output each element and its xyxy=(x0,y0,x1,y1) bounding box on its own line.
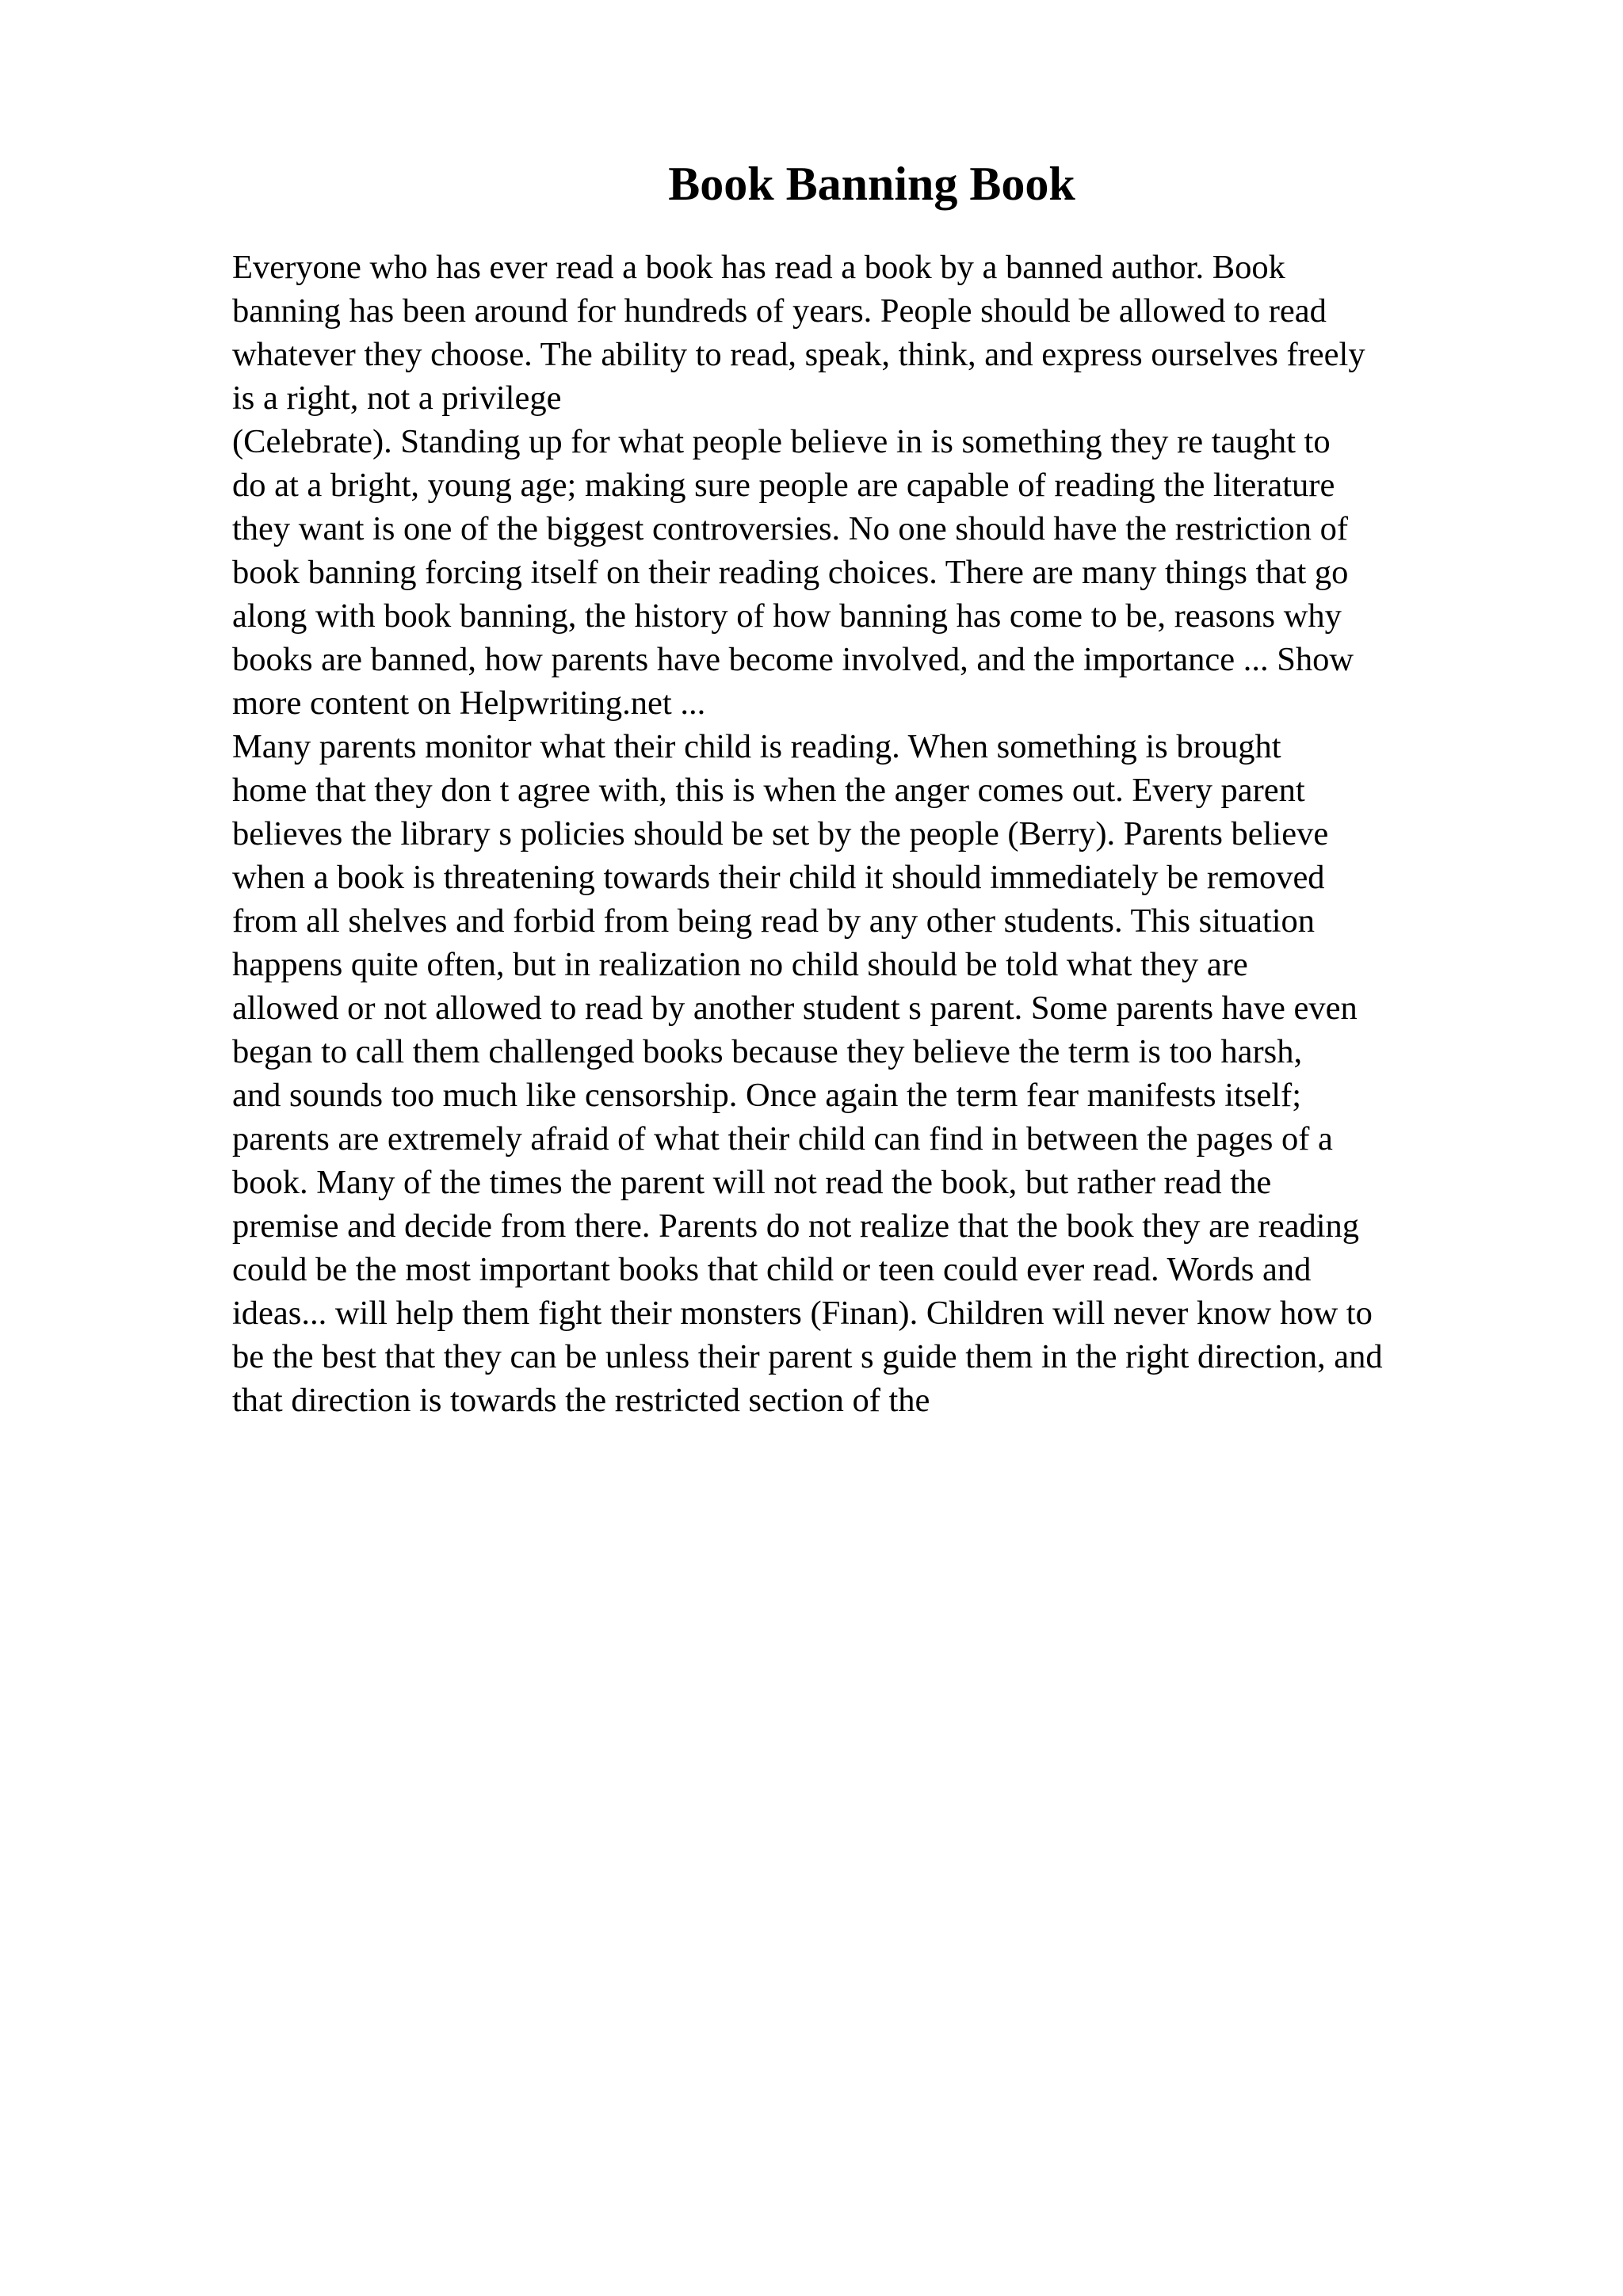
body-line: ideas... will help them fight their monsters (Finan). Children will never know how to xyxy=(232,1295,1373,1332)
body-line: more content on Helpwriting.net ... xyxy=(232,685,706,722)
body-line: they want is one of the biggest controversies. No one should have the restriction of xyxy=(232,510,1349,547)
body-line: (Celebrate). Standing up for what people believe in is something they re taught to xyxy=(232,423,1331,460)
body-line: home that they don t agree with, this is when the anger comes out. Every parent xyxy=(232,772,1305,809)
body-line: premise and decide from there. Parents do not realize that the book they are reading xyxy=(232,1207,1360,1245)
body-line: happens quite often, but in realization no child should be told what they are xyxy=(232,946,1248,983)
body-line: along with book banning, the history of how banning has come to be, reasons why xyxy=(232,597,1342,635)
body-line: allowed or not allowed to read by another student s parent. Some parents have even xyxy=(232,990,1358,1027)
body-line: believes the library s policies should be set by the people (Berry). Parents believe xyxy=(232,815,1329,852)
body-line: do at a bright, young age; making sure people are capable of reading the literature xyxy=(232,467,1335,504)
document-title: Book Banning Book xyxy=(668,158,1075,210)
body-line: that direction is towards the restricted section of the xyxy=(232,1382,930,1419)
body-line: Many parents monitor what their child is reading. When something is brought xyxy=(232,728,1281,765)
document-body xyxy=(232,246,1611,1422)
body-line: book. Many of the times the parent will not read the book, but rather read the xyxy=(232,1164,1272,1201)
body-line: and sounds too much like censorship. Once again the term fear manifests itself; xyxy=(232,1077,1302,1114)
body-line: is a right, not a privilege xyxy=(232,379,562,417)
body-line: when a book is threatening towards their child it should immediately be removed xyxy=(232,859,1325,896)
body-line: banning has been around for hundreds of years. People should be allowed to read xyxy=(232,292,1327,330)
body-line: be the best that they can be unless their parent s guide them in the right direction, and xyxy=(232,1338,1383,1375)
body-line: from all shelves and forbid from being read by any other students. This situation xyxy=(232,902,1316,940)
body-line: books are banned, how parents have become involved, and the importance ... Show xyxy=(232,641,1354,678)
body-line: began to call them challenged books because they believe the term is too harsh, xyxy=(232,1033,1303,1070)
body-line: Everyone who has ever read a book has read a book by a banned author. Book xyxy=(232,249,1285,286)
body-line: book banning forcing itself on their reading choices. There are many things that go xyxy=(232,554,1349,591)
body-line: whatever they choose. The ability to read, speak, think, and express ourselves freely xyxy=(232,336,1365,373)
body-line: parents are extremely afraid of what their child can find in between the pages of a xyxy=(232,1120,1333,1158)
body-line: could be the most important books that child or teen could ever read. Words and xyxy=(232,1251,1312,1288)
